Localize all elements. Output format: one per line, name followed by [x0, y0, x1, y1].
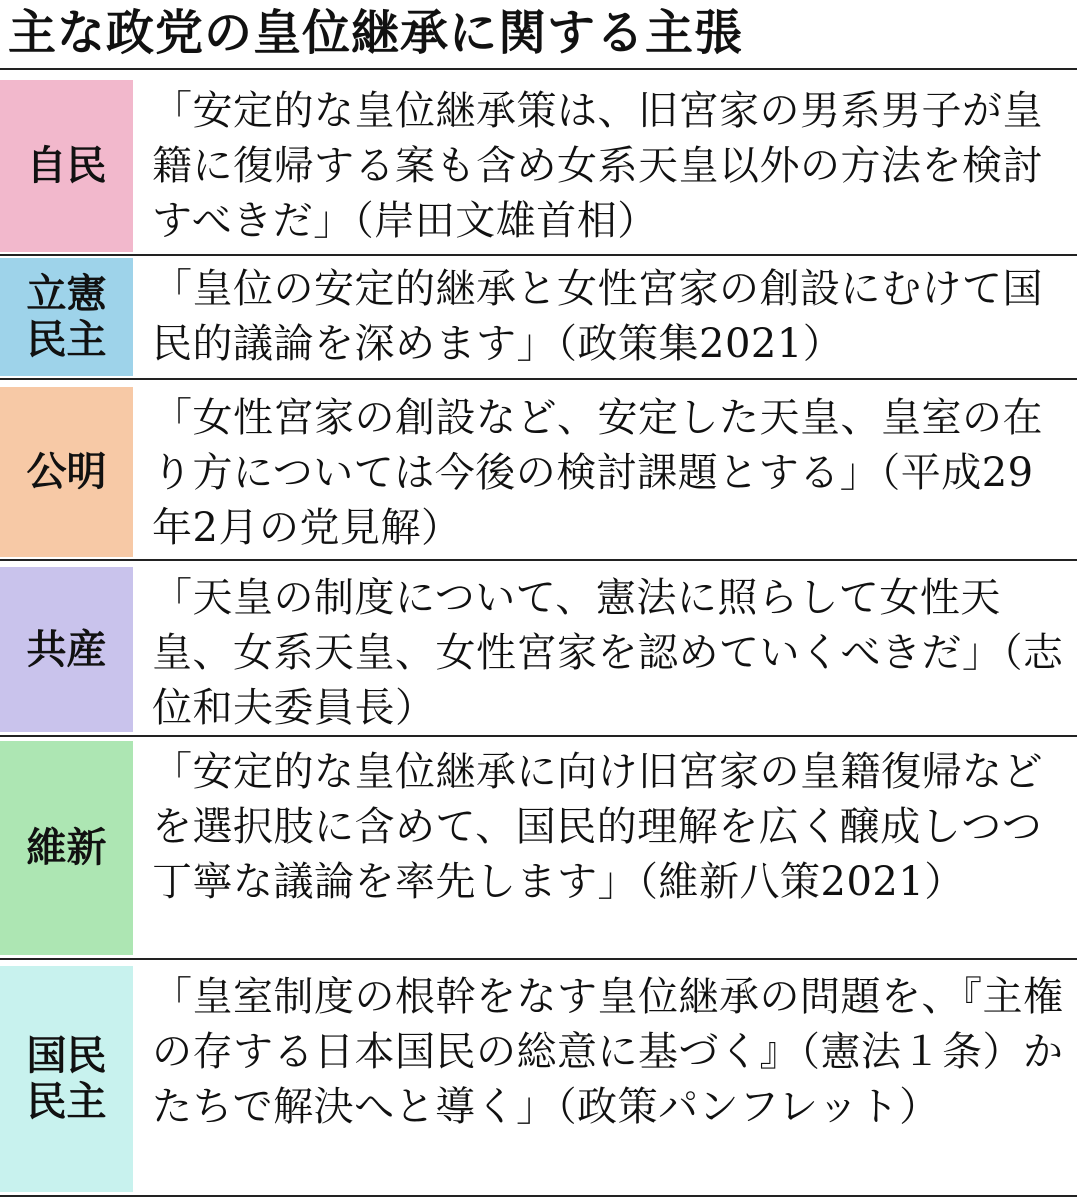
statement-text: 「皇位の安定的継承と女性宮家の創設にむけて国民的議論を深めます」	[152, 266, 1043, 367]
party-statement	[152, 391, 1064, 556]
statement-text: 「安定的な皇位継承策は、旧宮家の男系男子が皇籍に復帰する案も含め女系天皇以外の方法を検討すべきだ」	[152, 88, 1043, 244]
divider	[0, 1195, 1077, 1197]
party-statement	[152, 84, 1064, 249]
party-statement	[152, 970, 1064, 1135]
party-name-line: 国民	[26, 1033, 107, 1079]
statement-source: （維新八策2021）	[638, 859, 965, 905]
party-statement	[152, 262, 1064, 372]
statement-source: （政策集2021）	[557, 321, 844, 367]
divider	[0, 254, 1077, 256]
party-row-jimin	[0, 80, 1077, 252]
divider	[0, 559, 1077, 561]
statement-text: 「天皇の制度について、憲法に照らして女性天皇、女系天皇、女性宮家を認めていくべきだ」	[152, 575, 1003, 676]
party-label-kyosan	[0, 567, 133, 732]
statement-text: 「皇室制度の根幹をなす皇位継承の問題を、『主権の存する日本国民の総意に基づく』（憲法１条）かたちで解決へと導く」	[152, 974, 1064, 1130]
party-name-line: 維新	[26, 825, 107, 871]
divider	[0, 378, 1077, 380]
party-name-line: 公明	[26, 449, 107, 495]
statement-source: （平成29年2月の党見解）	[152, 450, 1034, 551]
statement-text: 「女性宮家の創設など、安定した天皇、皇室の在り方については今後の検討課題とする」	[152, 395, 1043, 496]
statement-source: （志位和夫委員長）	[152, 630, 1064, 731]
party-name-line: 自民	[26, 143, 107, 189]
statement-text: 「安定的な皇位継承に向け旧宮家の皇籍復帰などを選択肢に含めて、国民的理解を広く醸成しつつ丁寧な議論を率先します」	[152, 749, 1043, 905]
statement-source: （政策パンフレット）	[556, 1084, 940, 1130]
divider	[0, 958, 1077, 960]
party-label-jimin	[0, 80, 133, 252]
party-name-line: 民主	[26, 1079, 107, 1125]
party-statement	[152, 571, 1064, 736]
party-name-line: 共産	[26, 626, 107, 673]
divider	[0, 735, 1077, 737]
party-name-line: 民主	[26, 317, 107, 363]
statement-source: （岸田文雄首相）	[353, 198, 658, 244]
party-label-rikken	[0, 258, 133, 376]
party-name-line: 立憲	[26, 271, 107, 317]
party-row-kokumin	[0, 966, 1077, 1192]
page-title: 主な政党の皇位継承に関する主張	[8, 5, 744, 61]
party-label-komei	[0, 387, 133, 557]
divider	[0, 68, 1077, 70]
party-statement	[152, 745, 1064, 910]
party-row-ishin	[0, 741, 1077, 955]
party-row-kyosan	[0, 567, 1077, 732]
party-row-rikken	[0, 258, 1077, 376]
party-label-kokumin	[0, 966, 133, 1192]
party-row-komei	[0, 387, 1077, 557]
party-label-ishin	[0, 741, 133, 955]
